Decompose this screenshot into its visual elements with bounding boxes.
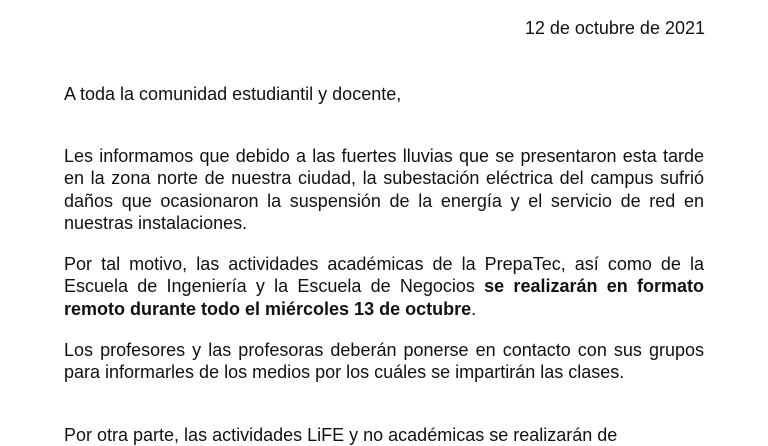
letter-greeting: A toda la comunidad estudiantil y docente,	[64, 84, 402, 104]
paragraph-remote-classes-intro: Por tal motivo, las actividades académicas de la PrepaTec, así como de la Escuela de Ingeniería y la Escuela de Negocios	[64, 254, 704, 297]
remote-announcement-bold: se realizarán en formato remoto durante todo el miércoles 13 de octubre	[64, 276, 704, 319]
paragraph-life-activities: Por otra parte, las actividades LiFE y no académicas se realizarán de	[64, 425, 618, 445]
letter-date: 12 de octubre de 2021	[524, 18, 705, 38]
paragraph-power-outage: Les informamos que debido a las fuertes lluvias que se presentaron esta tarde en la zona norte de nuestra ciudad, la subestación eléctrica del campus sufrió daños que ocasionaron la suspensión de la energía y el servicio de red en nuestras instalaciones.	[64, 146, 704, 233]
paragraph-teachers-contact: Los profesores y las profesoras deberán ponerse en contacto con sus grupos para informarles de los medios por los cuáles se impartirán las clases.	[64, 340, 704, 383]
paragraph-remote-classes-end: .	[471, 298, 477, 319]
paragraph-remote-classes	[64, 253, 704, 320]
